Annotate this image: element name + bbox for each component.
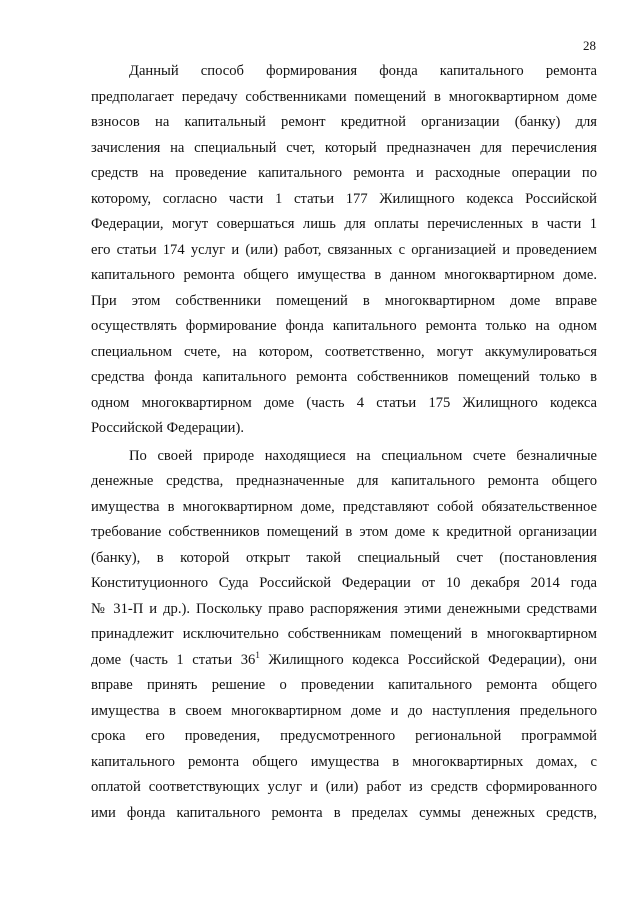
text-line: принадлежит исключительно собственникам помещений в многоквартирном [91, 626, 597, 642]
text-line: его статьи 174 услуг и (или) работ, связанных с организацией и проведением [91, 241, 597, 258]
text-line: срока его проведения, предусмотренного региональной программой [91, 728, 597, 744]
text-line: При этом собственники помещений в многоквартирном доме вправе [91, 292, 597, 309]
text-line: № 31-П и др.). Поскольку право распоряжения этими денежными средствами [91, 600, 597, 617]
text-fragment: Жилищного кодекса Российской Федерации), они [259, 651, 597, 668]
text-line: осуществлять формирование фонда капитального ремонта только на одном [91, 318, 597, 334]
text-line: Данный способ формирования фонда капитального ремонта [129, 63, 597, 79]
text-line: капитального ремонта общего имущества в многоквартирных домах, с [91, 753, 597, 770]
superscript-index: 1 [255, 649, 260, 660]
text-line-with-footnote [91, 648, 597, 674]
text-line: капитального ремонта общего имущества в данном многоквартирном доме. [91, 267, 597, 283]
paragraph-1 [91, 59, 597, 442]
text-line: вправе принять решение о проведении капитального ремонта общего [91, 677, 597, 693]
text-line: специальном счете, на котором, соответственно, могут аккумулироваться [91, 343, 597, 360]
text-line: Федерации, могут совершаться лишь для оплаты перечисленных в части 1 [91, 216, 597, 232]
text-line: имущества в своем многоквартирном доме и до наступления предельного [91, 702, 597, 719]
text-line: имущества в многоквартирном доме, представляют собой обязательственное [91, 498, 597, 515]
text-line: Российской Федерации). [91, 420, 244, 436]
text-line: Конституционного Суда Российской Федерации от 10 декабря 2014 года [91, 575, 597, 591]
text-line: средств на проведение капитального ремонта и расходные операции по [91, 165, 597, 181]
text-line: ими фонда капитального ремонта в пределах суммы денежных средств, [91, 804, 597, 821]
text-line: денежные средства, предназначенные для капитального ремонта общего [91, 473, 597, 489]
text-line: которому, согласно части 1 статьи 177 Жилищного кодекса Российской [91, 190, 597, 207]
text-line: взносов на капитальный ремонт кредитной организации (банку) для [91, 114, 597, 130]
text-line: оплатой соответствующих услуг и (или) работ из средств сформированного [91, 779, 597, 795]
text-line: одном многоквартирном доме (часть 4 статьи 175 Жилищного кодекса [91, 394, 597, 411]
text-line: По своей природе находящиеся на специальном счете безналичные [129, 447, 597, 464]
text-line: зачисления на специальный счет, который предназначен для перечисления [91, 139, 597, 156]
text-line: средства фонда капитального ремонта собственников помещений только в [91, 369, 597, 385]
paragraph-2 [91, 444, 597, 827]
document-body [91, 59, 597, 826]
text-line: требование собственников помещений в этом доме к кредитной организации [91, 524, 597, 540]
page-number: 28 [583, 38, 596, 53]
text-fragment: доме (часть 1 статьи 36 [91, 651, 256, 668]
text-line: (банку), в которой открыт такой специальный счет (постановления [91, 549, 597, 566]
text-line: предполагает передачу собственниками помещений в многоквартирном доме [91, 88, 597, 105]
